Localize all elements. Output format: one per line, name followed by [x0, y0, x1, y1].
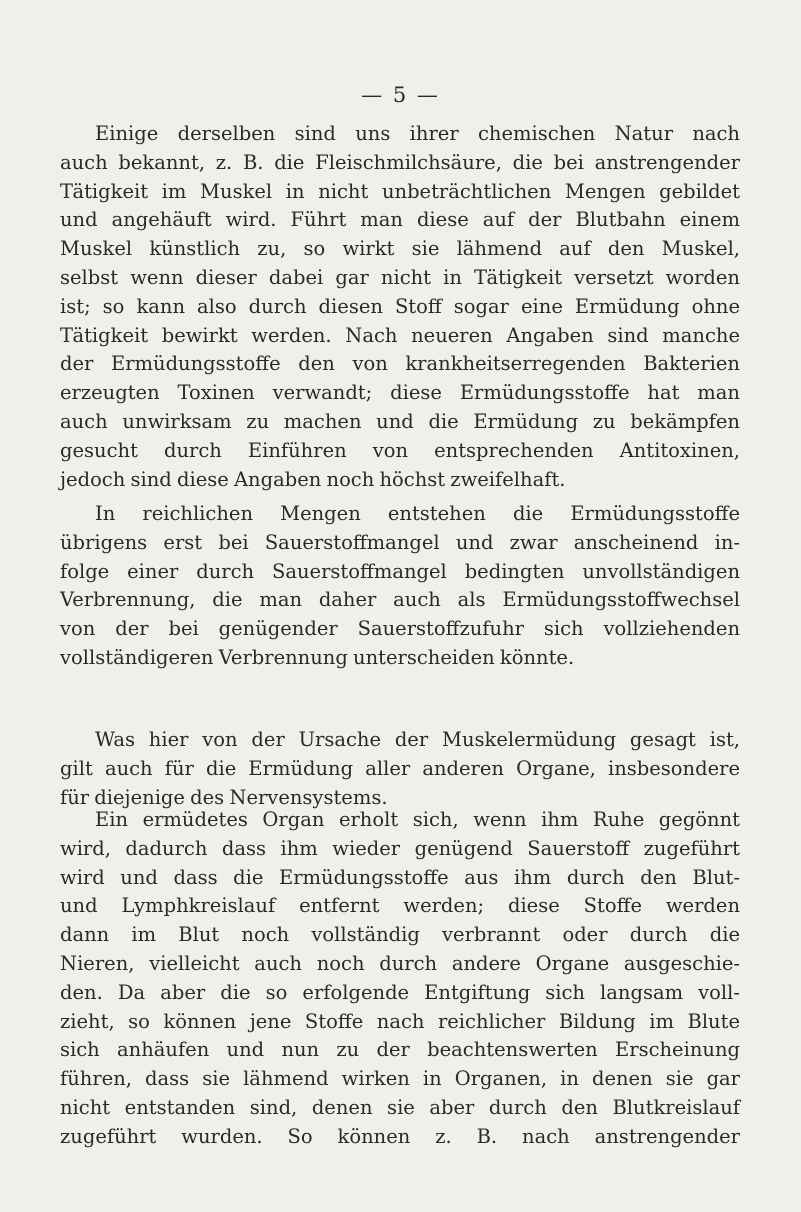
- text-line: dann im Blut noch vollständig verbrannt oder durch die: [60, 923, 740, 947]
- text-line: und Lymphkreislauf entfernt werden; diese Stoffe werden: [60, 894, 740, 918]
- text-line: gilt auch für die Ermüdung aller anderen Organe, insbesondere: [60, 756, 740, 780]
- text-line: der Ermüdungsstoffe den von krankheitserregenden Bakterien: [60, 352, 740, 376]
- text-line: erzeugten Toxinen verwandt; diese Ermüdungsstoffe hat man: [60, 381, 740, 405]
- text-line: jedoch sind diese Angaben noch höchst zweifelhaft.: [60, 467, 566, 491]
- text-line: gesucht durch Einführen von entsprechenden Antitoxinen,: [60, 438, 740, 462]
- text-line: In reichlichen Mengen entstehen die Ermüdungsstoffe: [95, 502, 740, 525]
- text-line: Was hier von der Ursache der Muskelermüdung gesagt ist,: [95, 728, 740, 751]
- text-line: vollständigeren Verbrennung unterscheiden könnte.: [60, 645, 575, 669]
- text-line: übrigens erst bei Sauerstoffmangel und zwar anscheinend in-: [60, 530, 740, 554]
- text-line: wird und dass die Ermüdungsstoffe aus ihm durch den Blut-: [60, 865, 740, 889]
- text-line: Verbrennung, die man daher auch als Ermüdungsstoffwechsel: [60, 588, 740, 612]
- text-line: Einige derselben sind uns ihrer chemischen Natur nach: [95, 122, 740, 145]
- paragraph-4: [60, 806, 740, 1152]
- text-line: für diejenige des Nervensystems.: [60, 785, 388, 809]
- text-line: auch bekannt, z. B. die Fleischmilchsäure, die bei anstrengender: [60, 150, 740, 174]
- text-line: selbst wenn dieser dabei gar nicht in Tätigkeit versetzt worden: [60, 265, 740, 289]
- text-line: und angehäuft wird. Führt man diese auf der Blutbahn einem: [60, 208, 740, 232]
- text-line: Nieren, vielleicht auch noch durch andere Organe ausgeschie-: [60, 951, 740, 975]
- text-line: nicht entstanden sind, denen sie aber durch den Blutkreislauf: [60, 1095, 740, 1119]
- paragraph-1: [60, 120, 740, 494]
- paragraph-3: [60, 726, 740, 812]
- text-line: folge einer durch Sauerstoffmangel bedingten unvollständigen: [60, 559, 740, 583]
- text-line: Tätigkeit im Muskel in nicht unbeträchtlichen Mengen gebildet: [60, 179, 740, 203]
- text-line: Ein ermüdetes Organ erholt sich, wenn ihm Ruhe gegönnt: [95, 808, 740, 831]
- text-line: zieht, so können jene Stoffe nach reichlicher Bildung im Blute: [60, 1009, 740, 1033]
- text-line: zugeführt wurden. So können z. B. nach anstrengender: [60, 1124, 740, 1148]
- text-line: auch unwirksam zu machen und die Ermüdung zu bekämpfen: [60, 409, 740, 433]
- paragraph-2: [60, 500, 740, 673]
- text-line: ist; so kann also durch diesen Stoff sogar eine Ermüdung ohne: [60, 294, 740, 318]
- text-line: den. Da aber die so erfolgende Entgiftung sich langsam voll-: [60, 980, 740, 1004]
- text-line: wird, dadurch dass ihm wieder genügend Sauerstoff zugeführt: [60, 836, 740, 860]
- text-line: Tätigkeit bewirkt werden. Nach neueren Angaben sind manche: [60, 323, 740, 347]
- page-number: — 5 —: [361, 83, 440, 107]
- text-line: von der bei genügender Sauerstoffzufuhr sich vollziehenden: [60, 617, 740, 641]
- text-line: führen, dass sie lähmend wirken in Organen, in denen sie gar: [60, 1067, 740, 1091]
- text-line: sich anhäufen und nun zu der beachtenswerten Erscheinung: [60, 1038, 740, 1062]
- text-line: Muskel künstlich zu, so wirkt sie lähmend auf den Muskel,: [60, 237, 740, 261]
